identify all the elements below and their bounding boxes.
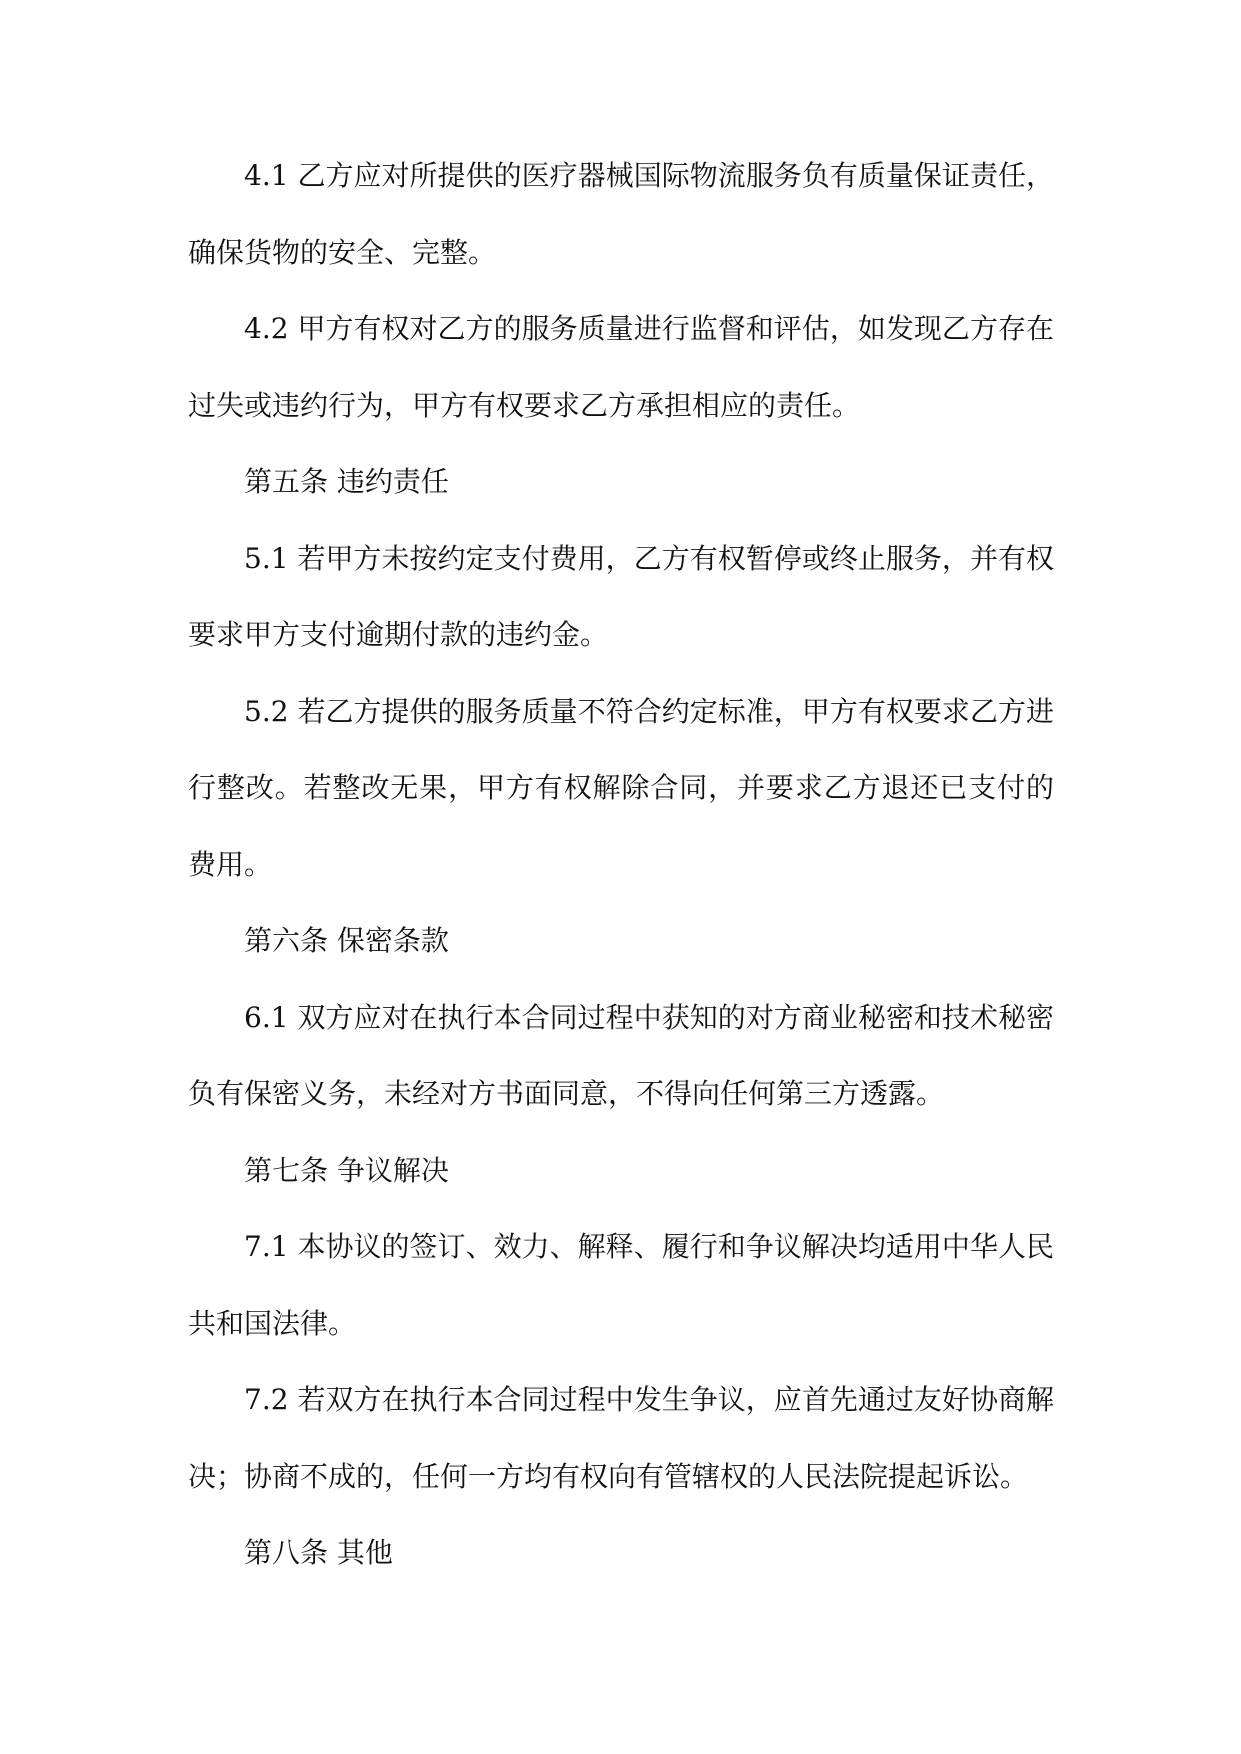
article-6-heading: 第六条 保密条款 — [244, 924, 449, 957]
clause-6-1: 6.1 双方应对在执行本合同过程中获知的对方商业秘密和技术秘密负有保密义务，未经对方书面同意，不得向任何第三方透露。 — [188, 1000, 1054, 1110]
article-5-heading: 第五条 违约责任 — [244, 465, 449, 498]
clause-4-2: 4.2 甲方有权对乙方的服务质量进行监督和评估，如发现乙方存在过失或违约行为，甲方有权要求乙方承担相应的责任。 — [188, 312, 1054, 422]
clause-7-1: 7.1 本协议的签订、效力、解释、履行和争议解决均适用中华人民共和国法律。 — [188, 1230, 1054, 1340]
clause-5-2: 5.2 若乙方提供的服务质量不符合约定标准，甲方有权要求乙方进行整改。若整改无果，甲方有权解除合同，并要求乙方退还已支付的费用。 — [188, 694, 1054, 881]
clause-5-1: 5.1 若甲方未按约定支付费用，乙方有权暂停或终止服务，并有权要求甲方支付逾期付款的违约金。 — [188, 541, 1054, 651]
article-7-heading: 第七条 争议解决 — [244, 1153, 449, 1187]
article-8-heading: 第八条 其他 — [244, 1536, 393, 1569]
clause-4-1: 4.1 乙方应对所提供的医疗器械国际物流服务负有质量保证责任，确保货物的安全、完整。 — [188, 159, 1054, 269]
document-body — [188, 138, 1054, 1592]
clause-7-2: 7.2 若双方在执行本合同过程中发生争议，应首先通过友好协商解决；协商不成的，任何一方均有权向有管辖权的人民法院提起诉讼。 — [188, 1383, 1054, 1493]
